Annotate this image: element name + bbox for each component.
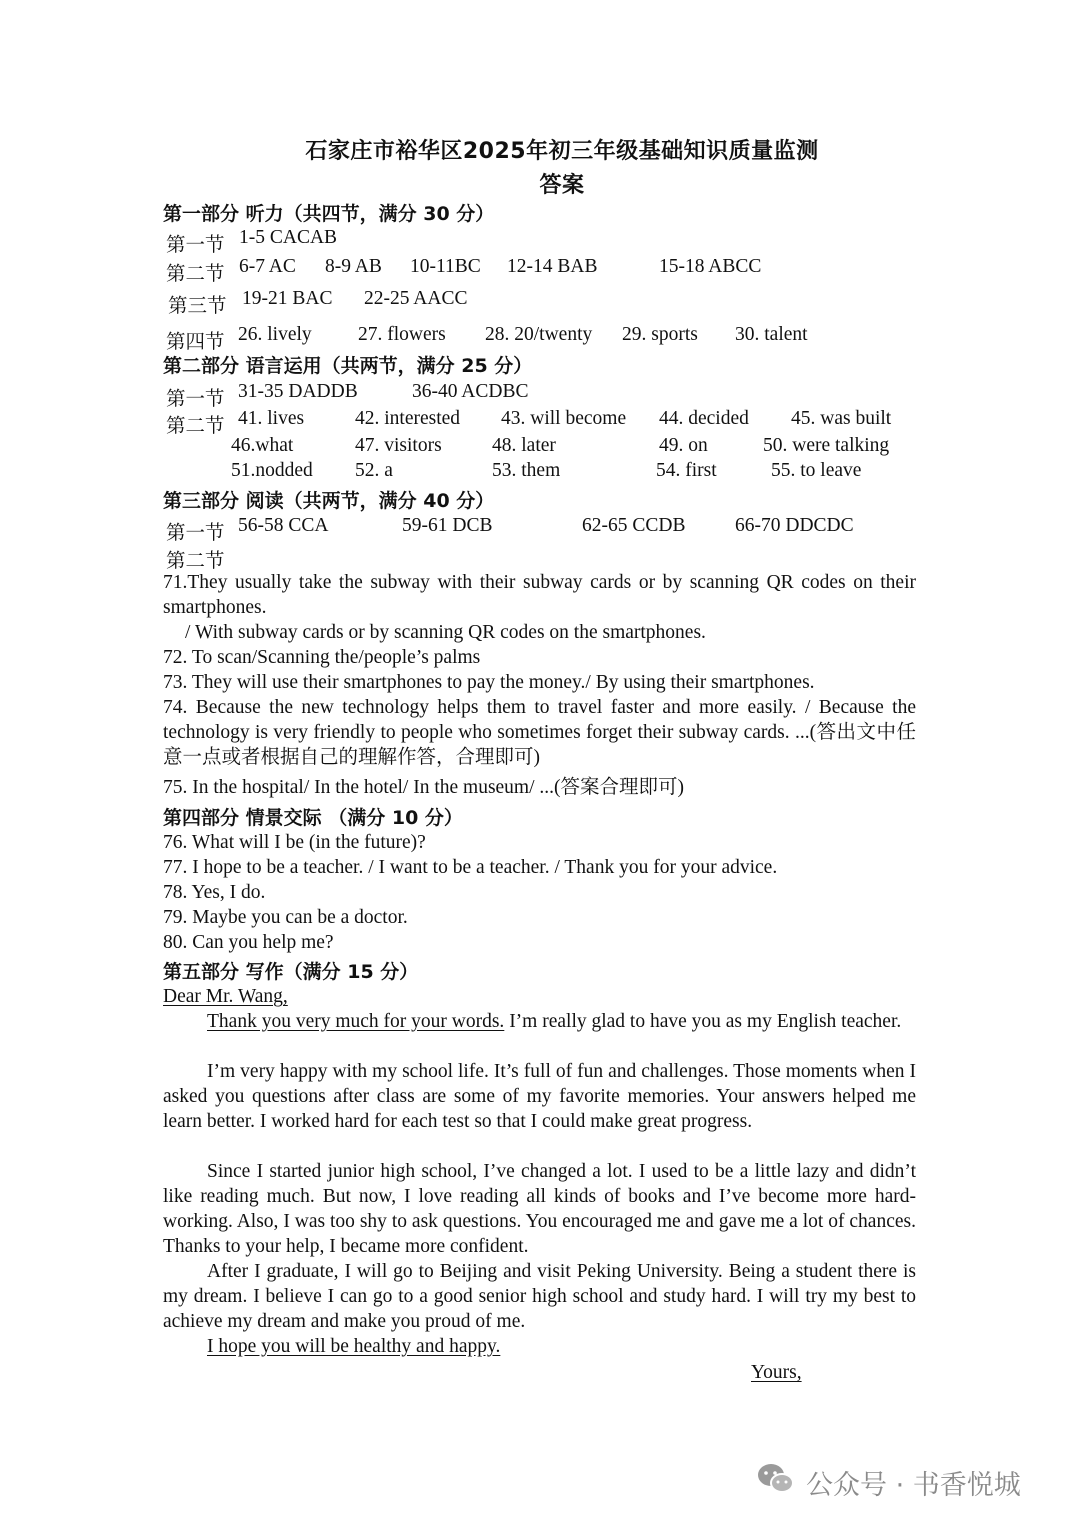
answer-74: 74. Because the new technology helps them to travel faster and more easily. / Because the technology is very friendly to people who sometimes forget their subway cards. ...(答出文中任意一点或者根据自己的理解作答，合理即可) bbox=[163, 697, 916, 768]
part1-s3-b: 22-25 AACC bbox=[364, 288, 468, 309]
part1-s1-answer: 1-5 CACAB bbox=[239, 227, 338, 248]
part3-s1-c: 62-65 CCDB bbox=[582, 515, 686, 536]
part2-s2-47: 47. visitors bbox=[355, 435, 442, 456]
wechat-icon bbox=[756, 1462, 796, 1503]
answer-80: 80. Can you help me? bbox=[163, 932, 334, 953]
part1-s4-a: 26. lively bbox=[238, 324, 312, 345]
part1-s2-label: 第二节 bbox=[166, 262, 225, 285]
part3-s1-label: 第一节 bbox=[166, 521, 225, 544]
letter-closing-line: I hope you will be healthy and happy. bbox=[207, 1336, 501, 1357]
part2-s1-label: 第一节 bbox=[166, 387, 225, 410]
part3-heading: 第三部分 阅读（共两节，满分 40 分） bbox=[163, 490, 495, 512]
answer-76: 76. What will I be (in the future)? bbox=[163, 832, 426, 853]
letter-paragraph-1 bbox=[163, 1009, 916, 1034]
part2-s2-45: 45. was built bbox=[791, 408, 892, 429]
part3-s1-d: 66-70 DDCDC bbox=[735, 515, 854, 536]
part2-s2-54: 54. first bbox=[656, 460, 717, 481]
part1-s4-d: 29. sports bbox=[622, 324, 698, 345]
letter-greeting: Dear Mr. Wang, bbox=[163, 986, 288, 1007]
letter-paragraph-4: After I graduate, I will go to Beijing and visit Peking University. Being a student there is my dream. I believe I can go to a good senior high school and study hard. I will try my best to achieve my dream and make you proud of me. bbox=[163, 1261, 916, 1332]
letter-opening-sentence: Thank you very much for your words. bbox=[207, 1011, 505, 1032]
part1-s4-label: 第四节 bbox=[166, 330, 225, 353]
part2-s2-50: 50. were talking bbox=[763, 435, 890, 456]
answer-71-alt: / With subway cards or by scanning QR codes on the smartphones. bbox=[185, 622, 706, 643]
answer-79: 79. Maybe you can be a doctor. bbox=[163, 907, 408, 928]
part1-s2-c: 10-11BC bbox=[410, 256, 481, 277]
answer-75: 75. In the hospital/ In the hotel/ In the museum/ ...(答案合理即可) bbox=[163, 777, 685, 798]
part2-s2-52: 52. a bbox=[355, 460, 393, 481]
part2-s2-48: 48. later bbox=[492, 435, 556, 456]
answer-73: 73. They will use their smartphones to pay the money./ By using their smartphones. bbox=[163, 672, 815, 693]
part2-s2-49: 49. on bbox=[659, 435, 708, 456]
part2-heading: 第二部分 语言运用（共两节，满分 25 分） bbox=[163, 355, 533, 377]
part2-s2-42: 42. interested bbox=[355, 408, 461, 429]
part2-s1-b: 36-40 ACDBC bbox=[412, 381, 529, 402]
part2-s1-a: 31-35 DADDB bbox=[238, 381, 358, 402]
part3-s1-a: 56-58 CCA bbox=[238, 515, 329, 536]
document-subtitle: 答案 bbox=[539, 173, 585, 198]
part1-s4-e: 30. talent bbox=[735, 324, 808, 345]
letter-paragraph-3: Since I started junior high school, I’ve changed a lot. I used to be a little lazy and didn’t like reading much. But now, I love reading all kinds of books and I’ve become more hard-working. Also, I was too shy to ask questions. You encouraged me and gave me a lot of chances. Thanks to your help, I became more confident. bbox=[163, 1161, 916, 1257]
answer-78: 78. Yes, I do. bbox=[163, 882, 266, 903]
part1-s3-label: 第三节 bbox=[168, 294, 227, 317]
part2-s2-53: 53. them bbox=[492, 460, 561, 481]
part2-s2-43: 43. will become bbox=[501, 408, 627, 429]
part5-heading: 第五部分 写作（满分 15 分） bbox=[163, 961, 419, 983]
part1-s2-d: 12-14 BAB bbox=[507, 256, 598, 277]
watermark-text: 公众号 · 书香悦城 bbox=[806, 1470, 1021, 1501]
part1-s3-a: 19-21 BAC bbox=[242, 288, 333, 309]
part1-s1-label: 第一节 bbox=[166, 233, 225, 256]
part2-s2-46: 46.what bbox=[231, 435, 294, 456]
part2-s2-55: 55. to leave bbox=[771, 460, 862, 481]
letter-paragraph-1-rest: I’m really glad to have you as my English teacher. bbox=[504, 1011, 902, 1032]
part1-s2-e: 15-18 ABCC bbox=[659, 256, 762, 277]
letter-paragraph-2: I’m very happy with my school life. It’s full of fun and challenges. Those moments when I asked you questions after class are some of my favorite memories. Your answers helped me learn better. I worked hard for each test so that I could make great progress. bbox=[163, 1061, 916, 1132]
part2-s2-41: 41. lives bbox=[238, 408, 305, 429]
part4-heading: 第四部分 情景交际 （满分 10 分） bbox=[163, 807, 463, 829]
part1-s4-c: 28. 20/twenty bbox=[485, 324, 593, 345]
answer-71: 71.They usually take the subway with their subway cards or by scanning QR codes on their smartphones. bbox=[163, 572, 916, 618]
answer-72: 72. To scan/Scanning the/people’s palms bbox=[163, 647, 481, 668]
part1-s2-a: 6-7 AC bbox=[239, 256, 296, 277]
part2-s2-51: 51.nodded bbox=[231, 460, 313, 481]
letter-signoff: Yours, bbox=[751, 1362, 802, 1383]
part1-s4-b: 27. flowers bbox=[358, 324, 446, 345]
part2-s2-44: 44. decided bbox=[659, 408, 749, 429]
part2-s2-label: 第二节 bbox=[166, 414, 225, 437]
watermark bbox=[756, 1462, 1021, 1503]
part3-s1-b: 59-61 DCB bbox=[402, 515, 493, 536]
part1-heading: 第一部分 听力（共四节，满分 30 分） bbox=[163, 203, 495, 225]
part1-s2-b: 8-9 AB bbox=[325, 256, 382, 277]
document-title: 石家庄市裕华区2025年初三年级基础知识质量监测 bbox=[305, 139, 819, 164]
part3-s2-label: 第二节 bbox=[166, 549, 225, 572]
answer-77: 77. I hope to be a teacher. / I want to be a teacher. / Thank you for your advice. bbox=[163, 857, 778, 878]
